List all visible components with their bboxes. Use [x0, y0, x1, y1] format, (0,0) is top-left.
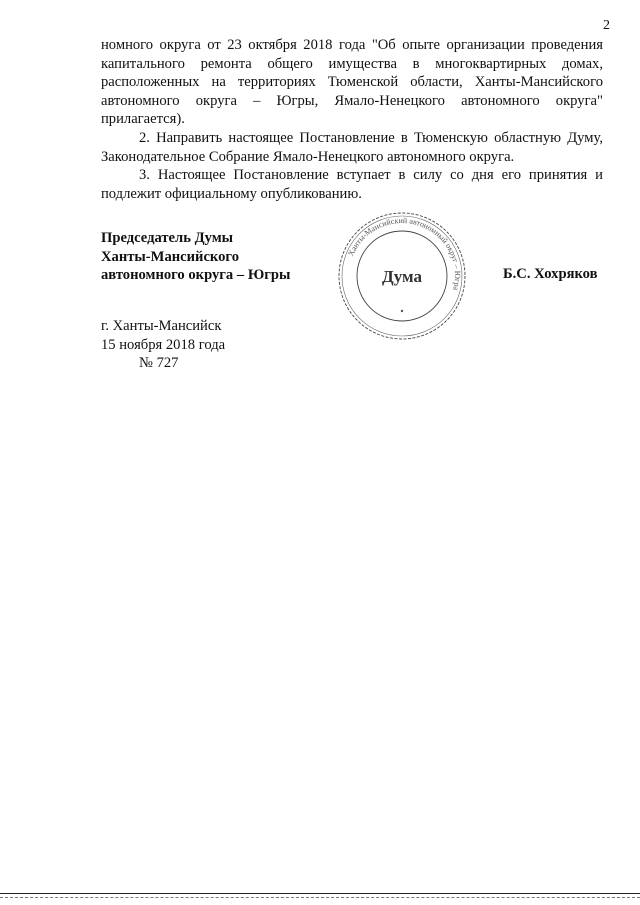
official-seal: [335, 209, 469, 343]
paragraph-item-3: 3. Настоящее Постановление вступает в силу со дня его принятия и подлежит официальному опубликованию.: [101, 167, 603, 202]
paragraph-item-2: 2. Направить настоящее Постановление в Тюменскую областную Думу, Законодательное Собрание Ямало-Ненецкого автономного округа.: [101, 129, 603, 165]
issuance-block: [101, 317, 225, 373]
document-body: [101, 36, 603, 203]
seal-center-text: Дума: [382, 267, 422, 286]
signatory-title-line: Председатель Думы: [101, 230, 234, 246]
signatory-title-line: автономного округа – Югры: [101, 267, 291, 284]
signatory-title: [101, 229, 290, 285]
signatory-title-line: Ханты-Мансийского: [101, 248, 239, 265]
paragraph-continuation: номного округа от 23 октября 2018 года "Об опыте организации проведения капитального ремонта общего имущества в многоквартирных домах, расположенных на территориях Тюменской области, Ханты-Мансийского автономного округа – Югры, Ямало-Ненецкого автономного округа" прилагается).: [101, 37, 603, 128]
issuance-place: г. Ханты-Мансийск: [101, 318, 222, 334]
signer-name: Б.С. Хохряков: [503, 266, 598, 282]
seal-ring-text: Ханты-Мансийский автономный округ – Югра: [346, 215, 463, 292]
page-number: 2: [603, 18, 610, 33]
document-number: № 727: [139, 355, 179, 372]
issuance-date: 15 ноября 2018 года: [101, 336, 226, 353]
seal-dot: [401, 310, 403, 312]
footer-rule: [0, 893, 640, 894]
footer-rule-secondary: [0, 897, 640, 898]
